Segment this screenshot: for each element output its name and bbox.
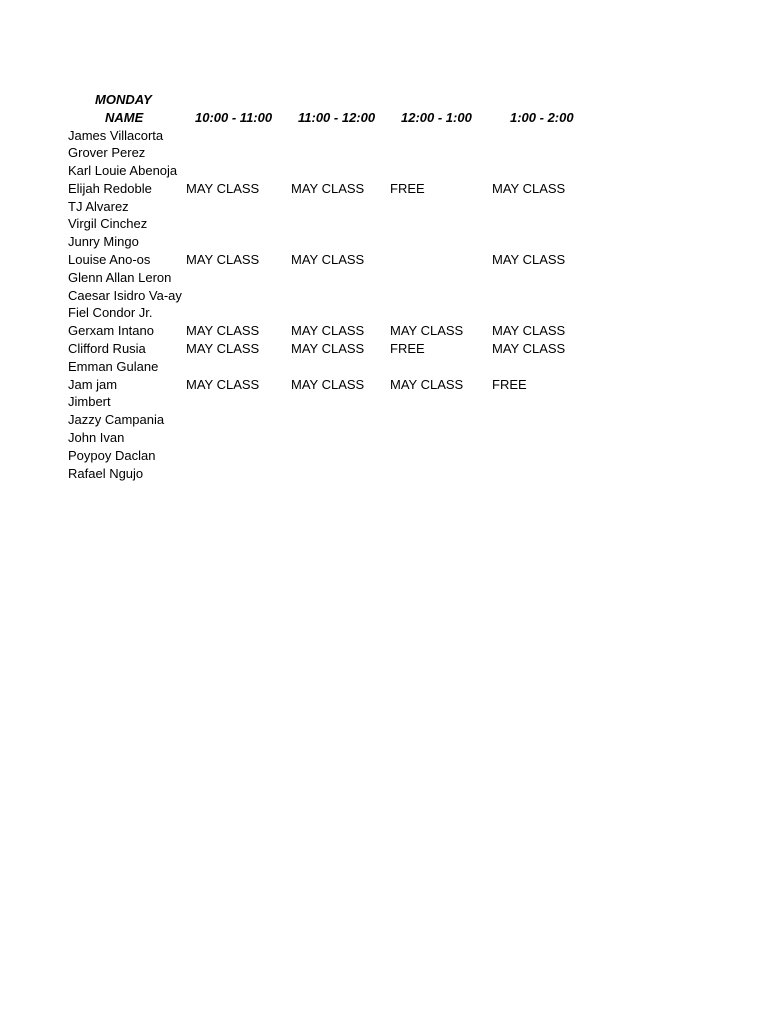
slot-cell: MAY CLASS bbox=[390, 323, 464, 339]
slot-cell: MAY CLASS bbox=[186, 180, 260, 196]
table-row bbox=[0, 162, 768, 180]
header-slot-4: 1:00 - 2:00 bbox=[510, 110, 574, 125]
table-row bbox=[0, 465, 768, 483]
person-name: John Ivan bbox=[68, 430, 125, 446]
person-name: Virgil Cinchez bbox=[68, 216, 148, 232]
slot-cell: MAY CLASS bbox=[492, 323, 566, 339]
person-name: Glenn Allan Leron bbox=[68, 269, 172, 285]
person-name: Jazzy Campania bbox=[68, 412, 165, 428]
schedule-rows bbox=[0, 127, 768, 483]
slot-cell: MAY CLASS bbox=[186, 376, 260, 392]
header-slot-3: 12:00 - 1:00 bbox=[401, 110, 472, 125]
header-name: NAME bbox=[105, 110, 144, 125]
slot-cell: MAY CLASS bbox=[390, 376, 464, 392]
slot-cell: MAY CLASS bbox=[492, 341, 566, 357]
slot-cell: MAY CLASS bbox=[291, 376, 365, 392]
person-name: Emman Gulane bbox=[68, 358, 159, 374]
person-name: Elijah Redoble bbox=[68, 180, 152, 196]
slot-cell: MAY CLASS bbox=[186, 323, 260, 339]
table-row bbox=[0, 233, 768, 251]
person-name: Rafael Ngujo bbox=[68, 465, 144, 481]
person-name: Fiel Condor Jr. bbox=[68, 305, 153, 321]
table-row bbox=[0, 269, 768, 287]
table-row bbox=[0, 287, 768, 305]
person-name: Jimbert bbox=[68, 394, 111, 410]
person-name: Junry Mingo bbox=[68, 234, 139, 250]
header-slot-2: 11:00 - 12:00 bbox=[298, 110, 376, 125]
person-name: Gerxam Intano bbox=[68, 323, 154, 339]
person-name: Poypoy Daclan bbox=[68, 447, 156, 463]
person-name: Grover Perez bbox=[68, 145, 146, 161]
slot-cell: MAY CLASS bbox=[291, 252, 365, 268]
table-row bbox=[0, 180, 768, 198]
table-row bbox=[0, 127, 768, 145]
table-row bbox=[0, 251, 768, 269]
table-row bbox=[0, 144, 768, 162]
table-row bbox=[0, 358, 768, 376]
slot-cell: MAY CLASS bbox=[291, 341, 365, 357]
person-name: James Villacorta bbox=[68, 127, 164, 143]
table-row bbox=[0, 198, 768, 216]
person-name: Karl Louie Abenoja bbox=[68, 163, 178, 179]
slot-cell: FREE bbox=[390, 341, 425, 357]
slot-cell: MAY CLASS bbox=[291, 323, 365, 339]
table-row bbox=[0, 215, 768, 233]
slot-cell: MAY CLASS bbox=[186, 252, 260, 268]
slot-cell: FREE bbox=[390, 180, 425, 196]
slot-cell: MAY CLASS bbox=[186, 341, 260, 357]
table-row bbox=[0, 411, 768, 429]
table-row bbox=[0, 393, 768, 411]
table-row bbox=[0, 376, 768, 394]
slot-cell: MAY CLASS bbox=[492, 252, 566, 268]
table-row bbox=[0, 304, 768, 322]
person-name: Caesar Isidro Va-ay bbox=[68, 287, 182, 303]
slot-cell: MAY CLASS bbox=[291, 180, 365, 196]
slot-cell: MAY CLASS bbox=[492, 180, 566, 196]
person-name: TJ Alvarez bbox=[68, 198, 129, 214]
table-row bbox=[0, 429, 768, 447]
day-title: MONDAY bbox=[95, 92, 152, 107]
person-name: Jam jam bbox=[68, 376, 118, 392]
table-row bbox=[0, 447, 768, 465]
person-name: Louise Ano-os bbox=[68, 252, 151, 268]
table-row bbox=[0, 322, 768, 340]
table-row bbox=[0, 340, 768, 358]
slot-cell: FREE bbox=[492, 376, 527, 392]
header-slot-1: 10:00 - 11:00 bbox=[195, 110, 273, 125]
person-name: Clifford Rusia bbox=[68, 341, 146, 357]
